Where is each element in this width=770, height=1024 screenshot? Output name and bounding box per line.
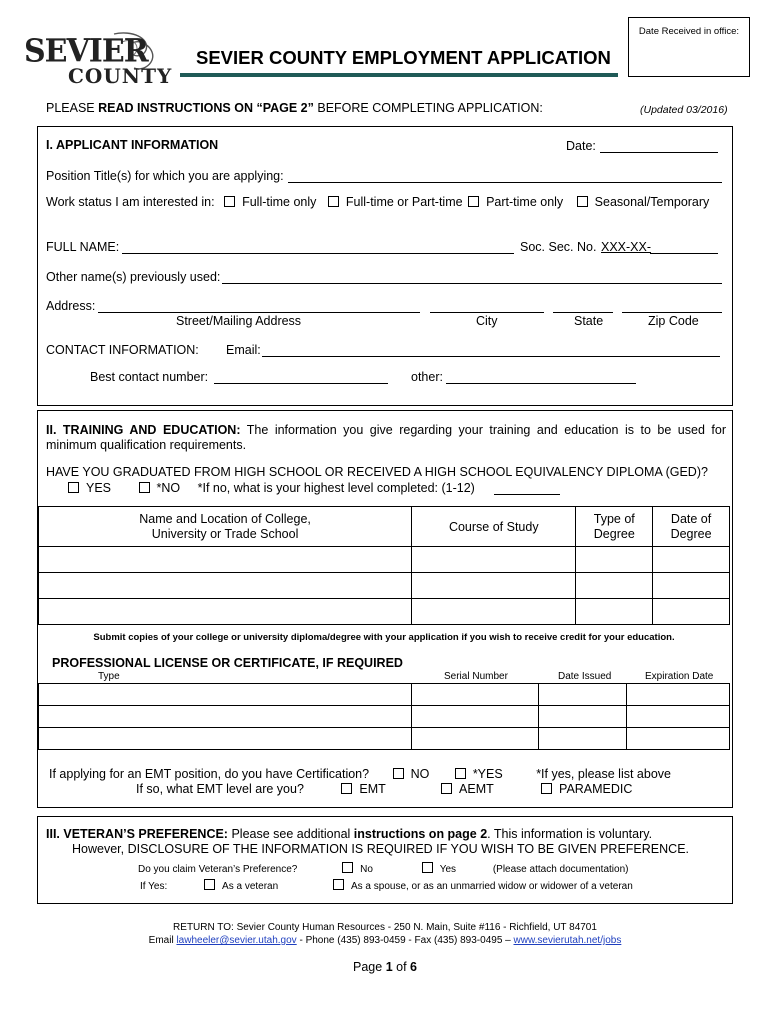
edu-cell[interactable] [576,599,653,625]
section2-intro-text: The information you give regarding your training and education is to be used for minimum qualification requirements. [46,423,726,452]
license-cell[interactable] [538,728,627,750]
contact-label: CONTACT INFORMATION: [46,343,199,357]
license-header-serial: Serial Number [444,671,508,682]
emt-level-aemt-checkbox[interactable] [441,783,452,794]
address-label: Address: [46,299,96,313]
full-time-checkbox[interactable] [224,196,235,207]
table-row [39,706,730,728]
highest-level-field[interactable] [494,494,560,495]
emt-level-aemt-label: AEMT [459,782,494,796]
license-header-expiration: Expiration Date [645,671,714,682]
page-word: Page [353,960,383,974]
edu-cell[interactable] [576,573,653,599]
edu-cell[interactable] [412,547,576,573]
seasonal-checkbox[interactable] [577,196,588,207]
section3-line1 [46,827,652,841]
hs-yes-checkbox[interactable] [68,482,79,493]
section2-intro [46,423,726,453]
emt-level-row [136,782,632,796]
page-total: 6 [410,960,417,974]
contact-footer [0,935,770,946]
instr-before: BEFORE COMPLETING APPLICATION: [317,101,543,115]
veteran-yes-label: Yes [439,864,457,875]
license-cell[interactable] [412,684,538,706]
email-link[interactable]: lawheeler@sevier.utah.gov [176,935,297,946]
logo-line2: COUNTY [68,64,173,88]
license-cell[interactable] [39,706,412,728]
as-veteran-checkbox[interactable] [204,879,215,890]
instr-read: READ INSTRUCTIONS ON “PAGE 2” [98,101,314,115]
table-row [39,728,730,750]
edu-cell[interactable] [576,547,653,573]
other-contact-label: other: [411,370,443,384]
page-number [0,960,770,974]
table-row [39,599,730,625]
emt-question-row [49,767,671,781]
hs-no-label: *NO [156,481,181,495]
full-name-field[interactable] [122,253,514,254]
table-row [39,684,730,706]
emt-no-label: NO [410,767,430,781]
full-name-label: FULL NAME: [46,240,120,254]
city-caption: City [476,314,498,328]
hs-no-checkbox[interactable] [139,482,150,493]
edu-cell[interactable] [653,547,730,573]
of-word: of [396,960,407,974]
license-cell[interactable] [412,728,538,750]
street-field[interactable] [98,312,420,313]
emt-level-emt-checkbox[interactable] [341,783,352,794]
license-cell[interactable] [39,684,412,706]
veteran-claim-question: Do you claim Veteran’s Preference? [138,864,298,875]
edu-cell[interactable] [653,573,730,599]
work-status-row [46,195,709,209]
license-cell[interactable] [627,684,730,706]
city-field[interactable] [430,312,544,313]
email-field[interactable] [262,356,720,357]
page-current: 1 [385,960,393,974]
section1-heading: I. APPLICANT INFORMATION [46,138,219,152]
license-header-type: Type [98,671,120,682]
table-row [39,547,730,573]
see-additional: Please see additional [231,827,351,841]
logo-line1: SEVIER [24,33,148,70]
email-label: Email: [226,343,261,357]
return-to: RETURN TO: Sevier County Human Resources - 250 N. Main, Suite #116 - Richfield, UT 84701 [173,922,597,933]
license-header-issued: Date Issued [558,671,612,682]
edu-cell[interactable] [653,599,730,625]
instructions-line [46,101,543,115]
license-cell[interactable] [538,706,627,728]
license-cell[interactable] [39,728,412,750]
position-field[interactable] [288,182,722,183]
ssn-label: Soc. Sec. No. [520,240,597,254]
veteran-ifyes-row [140,879,633,892]
emt-yes-checkbox[interactable] [455,768,466,779]
best-contact-label: Best contact number: [90,370,209,384]
zip-caption: Zip Code [648,314,699,328]
submit-note: Submit copies of your college or university diploma/degree with your application if you wish to receive credit for your education. [93,632,675,643]
street-caption: Street/Mailing Address [176,314,302,328]
education-table [38,506,730,625]
voluntary-text: . This information is voluntary. [487,827,653,841]
other-names-label: Other name(s) previously used: [46,270,221,284]
as-spouse-checkbox[interactable] [333,879,344,890]
emt-level-emt-label: EMT [359,782,386,796]
emt-question: If applying for an EMT position, do you have Certification? [49,767,370,781]
table-row [39,573,730,599]
edu-cell[interactable] [39,599,412,625]
edu-cell[interactable] [412,573,576,599]
date-received-box [628,17,750,77]
full-time-label: Full-time only [242,195,317,209]
zip-field[interactable] [622,312,722,313]
date-label: Date: [566,139,596,153]
edu-header-type: Type of Degree [576,507,653,547]
emt-level-paramedic-label: PARAMEDIC [559,782,633,796]
emt-level-question: If so, what EMT level are you? [136,782,304,796]
instructions-page2: instructions on page 2 [353,827,488,841]
edu-cell[interactable] [412,599,576,625]
veteran-yes-checkbox[interactable] [422,862,433,873]
title-underline [180,73,618,77]
license-cell[interactable] [412,706,538,728]
page-title: SEVIER COUNTY EMPLOYMENT APPLICATION [196,47,611,68]
instr-please: PLEASE [46,101,95,115]
edu-cell[interactable] [39,573,412,599]
work-status-label: Work status I am interested in: [46,195,215,209]
section3-heading: III. VETERAN’S PREFERENCE: [46,827,228,841]
emt-yes-label: *YES [472,767,503,781]
sevier-county-logo [22,28,173,92]
veteran-no-checkbox[interactable] [342,862,353,873]
if-yes-label: If Yes: [140,881,168,892]
updated-date: (Updated 03/2016) [640,104,728,116]
seasonal-label: Seasonal/Temporary [594,195,710,209]
phone-fax: - Phone (435) 893-0459 - Fax (435) 893-0495 – [299,935,511,946]
emt-no-checkbox[interactable] [393,768,404,779]
license-cell[interactable] [627,706,730,728]
graduated-answers [68,481,475,495]
website-link[interactable]: www.sevierutah.net/jobs [513,935,622,946]
other-contact-field[interactable] [446,383,636,384]
section2-heading: II. TRAINING AND EDUCATION: [46,423,241,437]
veteran-no-label: No [360,864,373,875]
edu-cell[interactable] [39,547,412,573]
state-field[interactable] [553,312,613,313]
as-spouse-label: As a spouse, or as an unmarried widow or widower of a veteran [350,881,633,892]
edu-header-school: Name and Location of College, University or Trade School [39,507,412,547]
attach-docs-note: (Please attach documentation) [492,864,629,875]
part-time-label: Part-time only [486,195,564,209]
edu-header-course: Course of Study [412,507,576,547]
position-label: Position Title(s) for which you are applying: [46,169,284,183]
date-received-label: Date Received in office: [638,26,740,37]
other-names-field[interactable] [222,283,722,284]
ssn-value: XXX-XX- [601,240,652,254]
state-caption: State [574,314,604,328]
license-heading: PROFESSIONAL LICENSE OR CERTIFICATE, IF REQUIRED [52,656,403,670]
license-table [38,683,730,750]
emt-note: *If yes, please list above [536,767,671,781]
email-prefix: Email [148,935,174,946]
best-contact-field[interactable] [214,383,388,384]
full-or-part-time-checkbox[interactable] [328,196,339,207]
veteran-claim-row [138,862,628,875]
edu-header-date: Date of Degree [653,507,730,547]
part-time-checkbox[interactable] [468,196,479,207]
as-veteran-label: As a veteran [222,881,279,892]
emt-level-paramedic-checkbox[interactable] [541,783,552,794]
section-applicant-information [37,126,733,406]
license-cell[interactable] [627,728,730,750]
license-cell[interactable] [538,684,627,706]
full-or-part-label: Full-time or Part-time [345,195,463,209]
date-field[interactable] [600,152,718,153]
ssn-field[interactable] [650,253,718,254]
disclosure-text: However, DISCLOSURE OF THE INFORMATION IS REQUIRED IF YOU WISH TO BE GIVEN PREFERENCE. [72,842,689,856]
graduated-question: HAVE YOU GRADUATED FROM HIGH SCHOOL OR RECEIVED A HIGH SCHOOL EQUIVALENCY DIPLOMA (GED)? [46,465,708,479]
hs-yes-label: YES [86,481,112,495]
highest-level-label: *If no, what is your highest level completed: (1-12) [197,481,475,495]
